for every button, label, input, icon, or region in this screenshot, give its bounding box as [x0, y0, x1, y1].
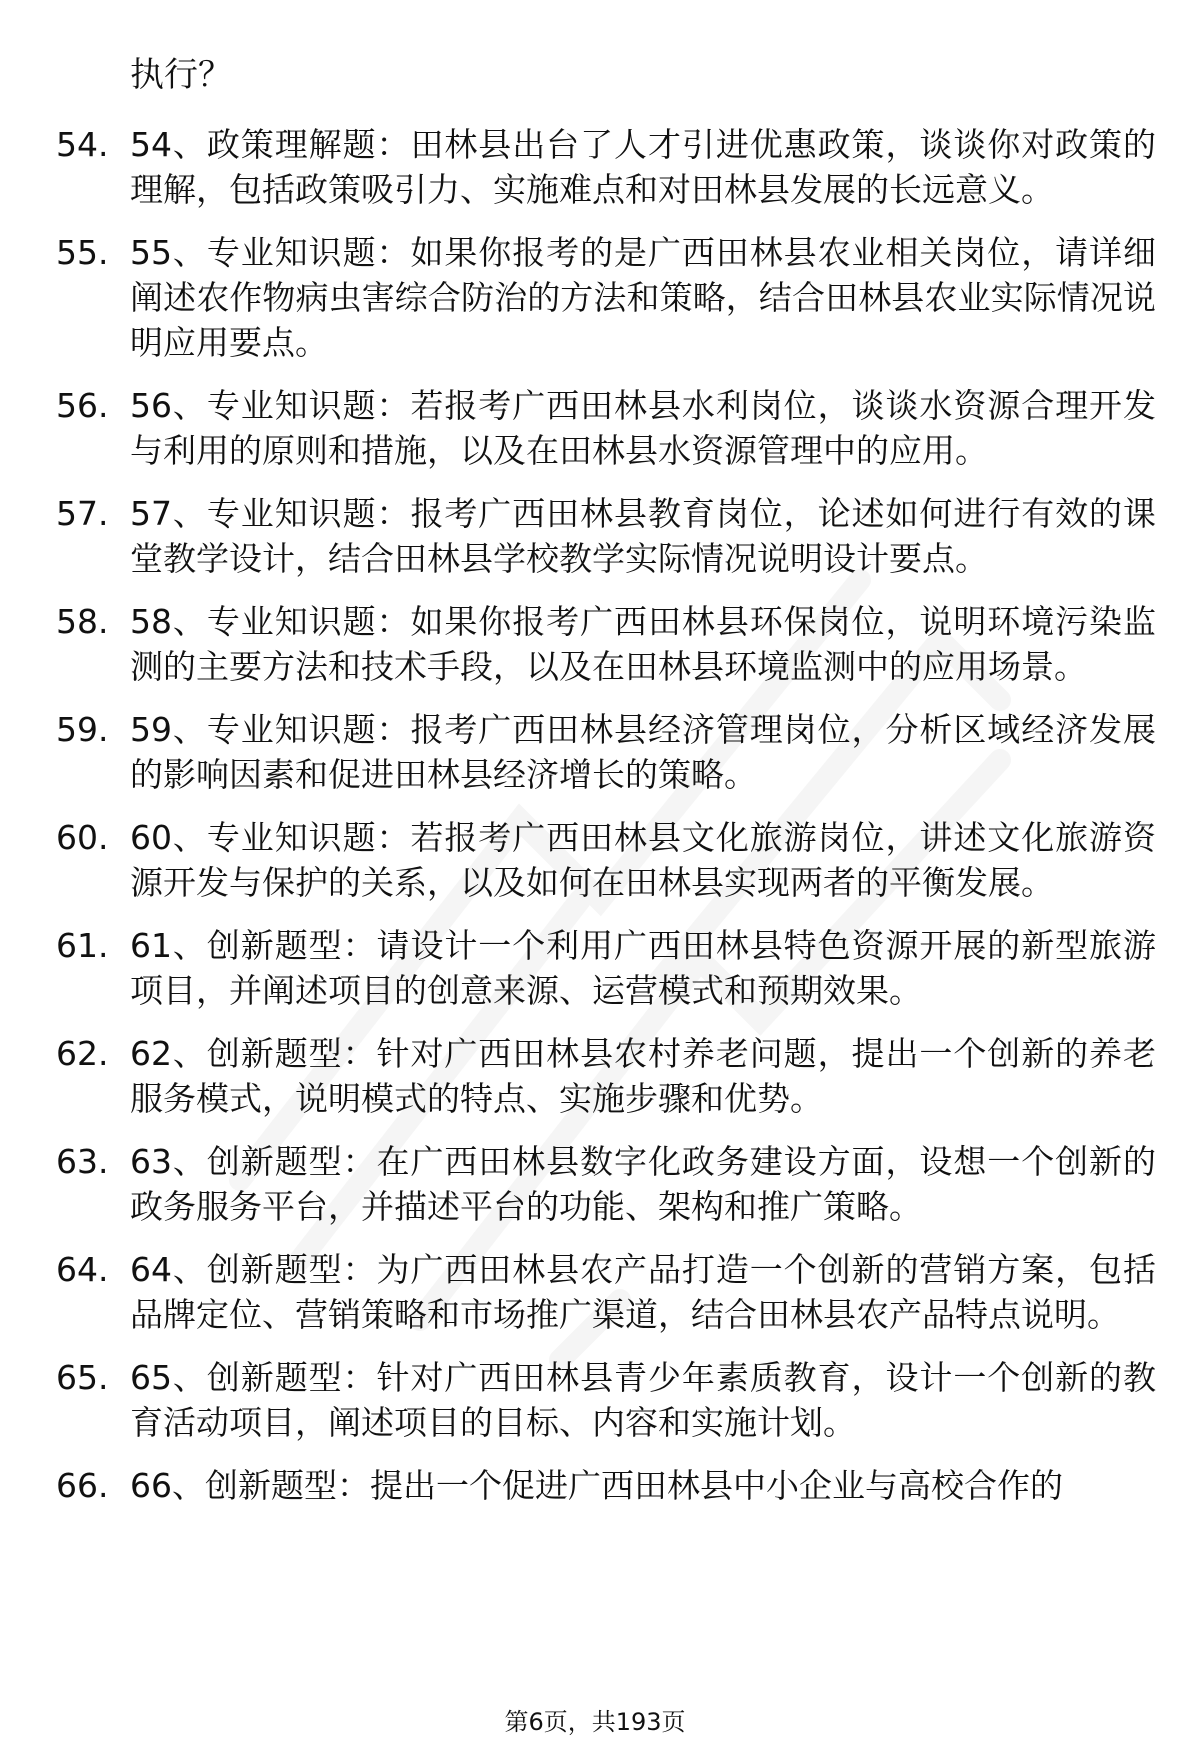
question-number: 60.	[56, 818, 109, 857]
question-number: 64.	[56, 1250, 109, 1289]
page-number-label: 第6页，共193页	[504, 1708, 686, 1736]
question-text: 60、专业知识题：若报考广西田林县文化旅游岗位，讲述文化旅游资源开发与保护的关系，以及如何在田林县实现两者的平衡发展。	[130, 818, 1156, 902]
question-number: 65.	[56, 1358, 109, 1397]
question-text: 58、专业知识题：如果你报考广西田林县环保岗位，说明环境污染监测的主要方法和技术手段，以及在田林县环境监测中的应用场景。	[130, 602, 1156, 686]
question-number: 62.	[56, 1034, 109, 1073]
question-item	[56, 815, 1156, 905]
page-footer	[0, 1707, 1190, 1737]
question-text: 54、政策理解题：田林县出台了人才引进优惠政策，谈谈你对政策的理解，包括政策吸引力、实施难点和对田林县发展的长远意义。	[130, 125, 1156, 209]
question-text: 61、创新题型：请设计一个利用广西田林县特色资源开展的新型旅游项目，并阐述项目的创意来源、运营模式和预期效果。	[130, 926, 1156, 1010]
question-item	[56, 1031, 1156, 1121]
question-text: 63、创新题型：在广西田林县数字化政务建设方面，设想一个创新的政务服务平台，并描述平台的功能、架构和推广策略。	[130, 1142, 1156, 1226]
question-text: 59、专业知识题：报考广西田林县经济管理岗位，分析区域经济发展的影响因素和促进田林县经济增长的策略。	[130, 710, 1156, 794]
question-text: 64、创新题型：为广西田林县农产品打造一个创新的营销方案，包括品牌定位、营销策略和市场推广渠道，结合田林县农产品特点说明。	[130, 1250, 1156, 1334]
question-item	[56, 707, 1156, 797]
question-item	[56, 1355, 1156, 1445]
question-number: 59.	[56, 710, 109, 749]
question-number: 61.	[56, 926, 109, 965]
question-number: 58.	[56, 602, 109, 641]
question-number: 63.	[56, 1142, 109, 1181]
question-item	[56, 491, 1156, 581]
question-number: 54.	[56, 125, 109, 164]
question-text: 56、专业知识题：若报考广西田林县水利岗位，谈谈水资源合理开发与利用的原则和措施，以及在田林县水资源管理中的应用。	[130, 386, 1156, 470]
question-item	[56, 383, 1156, 473]
question-item	[56, 230, 1156, 365]
question-item	[56, 1139, 1156, 1229]
question-text: 66、创新题型：提出一个促进广西田林县中小企业与高校合作的	[130, 1466, 1063, 1505]
question-list	[56, 122, 1156, 1526]
question-number: 56.	[56, 386, 109, 425]
question-text: 62、创新题型：针对广西田林县农村养老问题，提出一个创新的养老服务模式，说明模式的特点、实施步骤和优势。	[130, 1034, 1156, 1118]
question-number: 55.	[56, 233, 109, 272]
question-item	[56, 122, 1156, 212]
question-text: 65、创新题型：针对广西田林县青少年素质教育，设计一个创新的教育活动项目，阐述项目的目标、内容和实施计划。	[130, 1358, 1156, 1442]
question-number: 57.	[56, 494, 109, 533]
question-text: 57、专业知识题：报考广西田林县教育岗位，论述如何进行有效的课堂教学设计，结合田林县学校教学实际情况说明设计要点。	[130, 494, 1156, 578]
question-item	[56, 599, 1156, 689]
question-number: 66.	[56, 1466, 109, 1505]
question-text: 55、专业知识题：如果你报考的是广西田林县农业相关岗位，请详细阐述农作物病虫害综合防治的方法和策略，结合田林县农业实际情况说明应用要点。	[130, 233, 1156, 362]
question-item	[56, 1463, 1156, 1508]
question-item	[56, 1247, 1156, 1337]
continuation-text: 执行？	[130, 55, 232, 95]
question-item	[56, 923, 1156, 1013]
